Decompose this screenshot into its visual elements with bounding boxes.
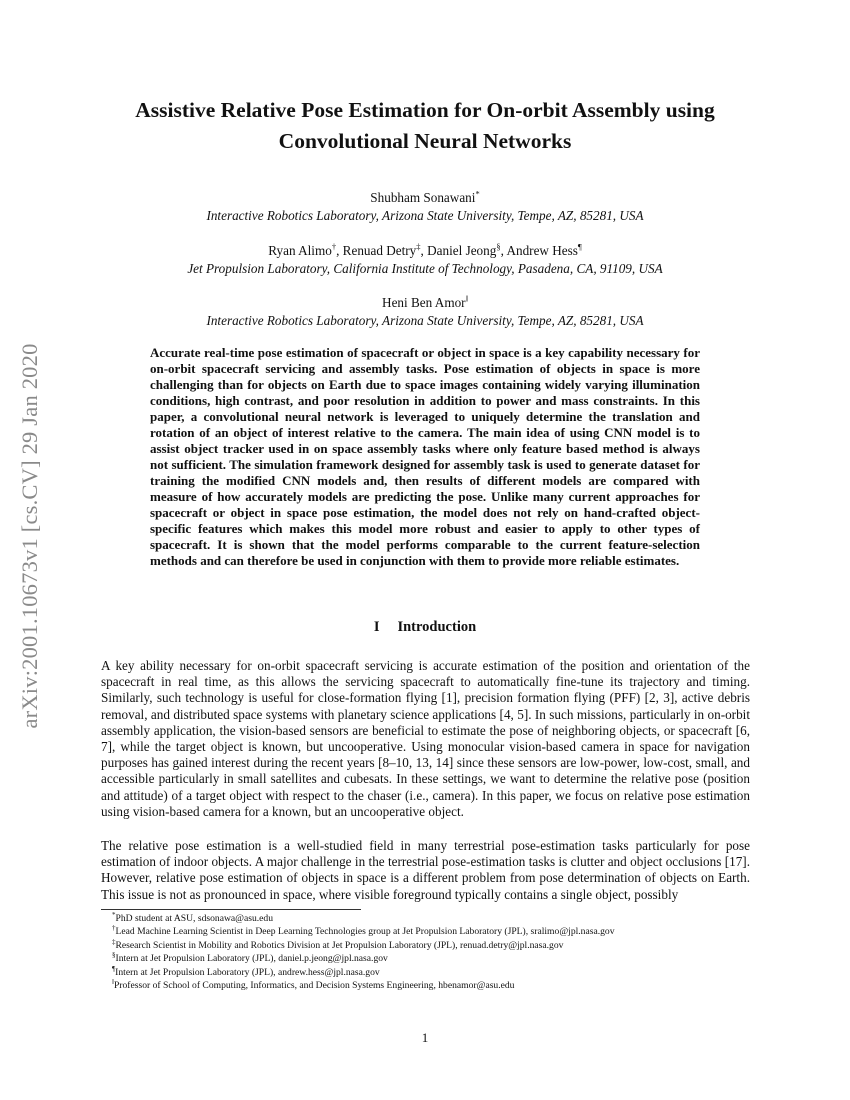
author-affiliation: Jet Propulsion Laboratory, California Institute of Technology, Pasadena, CA, 91109, USA <box>187 261 663 276</box>
footnote-mark: * <box>112 910 116 919</box>
arxiv-identifier: arXiv:2001.10673v1 [cs.CV] 29 Jan 2020 <box>17 343 42 729</box>
footnote-text: Lead Machine Learning Scientist in Deep Learning Technologies group at Jet Propulsion Laboratory (JPL), sralimo@jpl.nasa.gov <box>115 926 615 938</box>
author-name: Ryan Alimo <box>268 243 332 258</box>
footnote <box>112 912 752 925</box>
author-name: Daniel Jeong <box>427 243 497 258</box>
section-title: Introduction <box>397 619 477 635</box>
author-mark: § <box>496 241 501 252</box>
author-name: Andrew Hess <box>506 243 578 258</box>
footnotes <box>112 912 752 992</box>
author-affiliation: Interactive Robotics Laboratory, Arizona State University, Tempe, AZ, 85281, USA <box>206 208 644 223</box>
author-mark: ‡ <box>416 241 421 252</box>
author-names <box>100 294 750 312</box>
footnote-text: PhD student at ASU, sdsonawa@asu.edu <box>115 913 274 924</box>
footnote-text: Research Scientist in Mobility and Robotics Division at Jet Propulsion Laboratory (JPL), renuad.detry@jpl.nasa.gov <box>115 939 564 951</box>
body-paragraph-1: A key ability necessary for on-orbit spacecraft servicing is accurate estimation of the position and orientation of the spacecraft in real time, as this allows the servicing spacecraft to automatically fine-tune its trajectory and timing. Similarly, such technology is useful for close-formation flying [1], precision formation flying (PFF) [2, 3], active debris removal, and distributed space systems with planetary science applications [4, 5]. In such missions, particularly in on-orbit assembly application, the vision-based sensors are beneficial to estimate the pose of neighboring objects, or spacecraft [6, 7], while the target object is known, but uncooperative. Using monocular vision-based camera in space for navigation purposes has gained interest during the recent years [8–10, 13, 14] since these sensors are low-power, low-cost, small, and accessible particularly in small satellites and cubesats. In these settings, we want to determine the relative pose (position and attitude) of a target object with respect to the chaser (i.e., camera). In this paper, we focus on relative pose estimation using vision-based camera for a known, but an uncooperative object. <box>101 658 750 819</box>
footnote <box>112 939 752 952</box>
author-block-1 <box>100 189 750 225</box>
title-line-1: Assistive Relative Pose Estimation for On-orbit Assembly using <box>135 98 715 122</box>
footnote-text: Professor of School of Computing, Informatics, and Decision Systems Engineering, hbenamor@asu.edu <box>113 980 515 992</box>
footnote <box>112 966 752 979</box>
abstract: Accurate real-time pose estimation of spacecraft or object in space is a key capability necessary for on-orbit spacecraft servicing and assembly tasks. Pose estimation of objects in space is more challenging than for objects on Earth due to space images containing widely varying illumination conditions, high contrast, and poor resolution in addition to power and mass constraints. In this paper, a convolutional neural network is leveraged to uniquely determine the translation and rotation of an object of interest relative to the camera. The main idea of using CNN model is to assist object tracker used in on space assembly tasks where only feature based method is always not sufficient. The simulation framework designed for assembly task is used to generate dataset for training the modified CNN models and, then results of different models are compared with measure of how accurately models are predicting the pose. Unlike many current approaches for spacecraft or object in space pose estimation, the model does not rely on hand-crafted object-specific features which makes this model more robust and easier to apply to other types of spacecraft. It is shown that the model performs comparable to the current feature-selection methods and can therefore be used in conjunction with them to provide more reliable estimates. <box>150 345 700 568</box>
footnote-mark: § <box>112 951 116 960</box>
footnote-mark: † <box>112 924 116 933</box>
section-number: I <box>373 619 380 635</box>
footnote <box>112 979 752 992</box>
section-heading <box>100 619 750 636</box>
author-names <box>100 189 750 207</box>
author-mark: ¶ <box>577 241 582 252</box>
footnote-mark: ¶ <box>112 964 116 973</box>
author-name: Renuad Detry <box>342 243 417 258</box>
author-mark: † <box>331 241 337 252</box>
author-block-2 <box>100 242 750 278</box>
footnote-divider <box>101 909 361 910</box>
footnote-text: Intern at Jet Propulsion Laboratory (JPL), daniel.p.jeong@jpl.nasa.gov <box>115 953 388 965</box>
author-name: Heni Ben Amor <box>382 295 466 310</box>
footnote-mark: ‖ <box>112 977 114 986</box>
author-name: Shubham Sonawani <box>370 190 476 205</box>
footnote-mark: ‡ <box>112 937 116 946</box>
footnote <box>112 952 752 965</box>
footnote-text: Intern at Jet Propulsion Laboratory (JPL), andrew.hess@jpl.nasa.gov <box>115 966 380 978</box>
title-line-2: Convolutional Neural Networks <box>278 129 572 153</box>
author-mark: ‖ <box>465 293 468 304</box>
arxiv-sidebar <box>10 296 50 776</box>
author-names: Ryan Alimo†, Renuad Detry‡, Daniel Jeong§, Andrew Hess¶ <box>268 241 582 258</box>
author-mark: * <box>475 188 480 199</box>
page-number: 1 <box>421 1030 429 1045</box>
paper-title <box>95 95 755 157</box>
footnote <box>112 925 752 938</box>
body-paragraph-2: The relative pose estimation is a well-studied field in many terrestrial pose-estimation tasks particularly for pose estimation of indoor objects. A major challenge in the terrestrial pose-estimation tasks is clutter and object occlusions [17]. However, relative pose estimation of objects in space is a different problem from pose determination of objects on Earth. This issue is not as pronounced in space, where visible foreground typically contains a single object, possibly <box>101 838 750 902</box>
author-affiliation: Interactive Robotics Laboratory, Arizona State University, Tempe, AZ, 85281, USA <box>206 313 644 328</box>
author-block-3 <box>100 294 750 330</box>
